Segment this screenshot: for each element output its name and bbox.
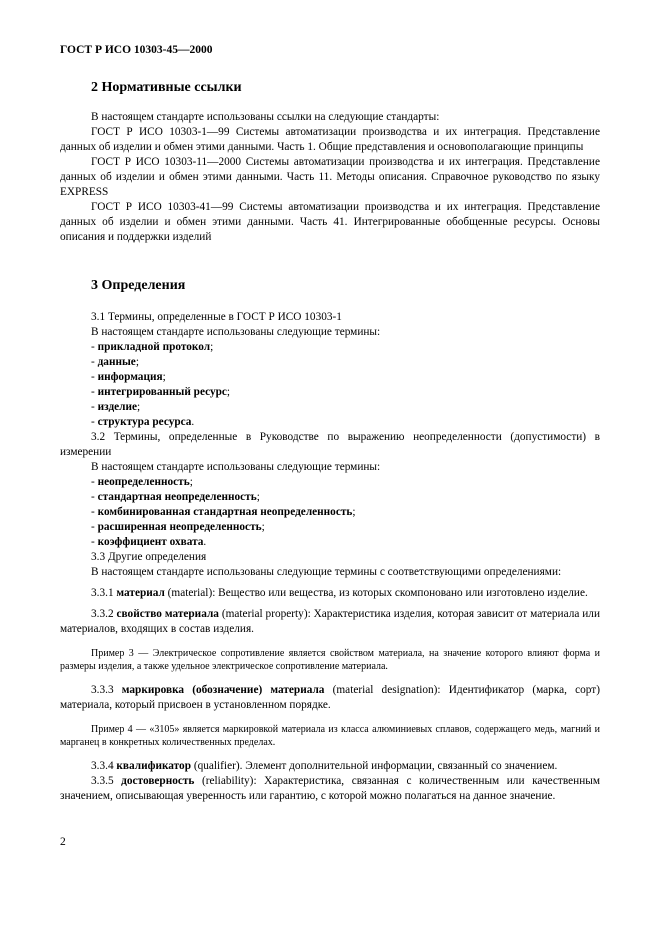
definition-3-3-2: 3.3.2 свойство материала (material property): Характеристика изделия, которая зависит от материала или материалов, входящих в состав изделия. (60, 608, 600, 635)
definition-3-3-4: 3.3.4 квалификатор (qualifier). Элемент дополнительной информации, связанный со значением. (91, 760, 558, 772)
section-3-body (60, 310, 600, 804)
subsection-3-2-heading: 3.2 Термины, определенные в Руководстве по выражению неопределенности (допустимости) в измерении (60, 431, 600, 458)
subsection-3-1-heading: 3.1 Термины, определенные в ГОСТ Р ИСО 10303-1 (91, 311, 342, 323)
definition-3-3-3: 3.3.3 маркировка (обозначение) материала (material designation): Идентификатор (марка, сорт) материала, который присвоен в установленном порядке. (60, 684, 600, 711)
term-item: - изделие; (91, 401, 141, 413)
terms-list-3-2 (60, 475, 600, 550)
subsection-3-1-intro: В настоящем стандарте использованы следующие термины: (91, 326, 381, 338)
term-item: - интегрированный ресурс; (91, 386, 231, 398)
section-2-intro: В настоящем стандарте использованы ссылки на следующие стандарты: (91, 111, 440, 123)
reference-item: ГОСТ Р ИСО 10303-41—99 Системы автоматизации производства и их интеграция. Представление данных об изделии и обмен этими данными. Часть 41. Интегрированные обобщенные ресурсы. Основы описания и поддержки изделий (60, 201, 600, 243)
subsection-3-3-heading: 3.3 Другие определения (91, 551, 207, 563)
subsection-3-2-intro: В настоящем стандарте использованы следующие термины: (91, 461, 381, 473)
section-3-title: 3 Определения (91, 278, 186, 293)
term-item: - информация; (91, 371, 166, 383)
running-header: ГОСТ Р ИСО 10303-45—2000 (60, 44, 213, 56)
section-2-body (60, 110, 600, 245)
term-item: - данные; (91, 356, 139, 368)
reference-item: ГОСТ Р ИСО 10303-1—99 Системы автоматизации производства и их интеграция. Представление данных об изделии и обмен этими данными. Часть 1. Общие представления и основополагающие принципы (60, 126, 600, 153)
term-item: - неопределенность; (91, 476, 193, 488)
term-item: - комбинированная стандартная неопределенность; (91, 506, 356, 518)
example-3: Пример 3 — Электрическое сопротивление является свойством материала, на значение которого влияют форма и размеры изделия, а также удельное электрическое сопротивление материала. (60, 648, 600, 672)
definition-3-3-1: 3.3.1 материал (material): Вещество или вещества, из которых скомпоновано или изготовлено изделие. (91, 587, 588, 599)
terms-list-3-1 (60, 340, 600, 430)
definition-3-3-5: 3.3.5 достоверность (reliability): Характеристика, связанная с количественным или качественным значением, описывающая уверенность или гарантию, с которой можно полагаться на данное значение. (60, 775, 600, 802)
reference-item: ГОСТ Р ИСО 10303-11—2000 Системы автоматизации производства и их интеграция. Представление данных об изделии и обмен этими данными. Часть 11. Методы описания. Справочное руководство по языку EXPRESS (60, 156, 600, 198)
term-item: - расширенная неопределенность; (91, 521, 265, 533)
page-number: 2 (60, 836, 66, 848)
term-item: - структура ресурса. (91, 416, 195, 428)
term-item: - коэффициент охвата. (91, 536, 207, 548)
subsection-3-3-intro: В настоящем стандарте использованы следующие термины с соответствующими определениями: (91, 566, 562, 578)
section-2-title: 2 Нормативные ссылки (91, 80, 242, 95)
example-4: Пример 4 — «3105» является маркировкой материала из класса алюминиевых сплавов, содержащего медь, магний и марганец в конкретных количественных пределах. (60, 724, 600, 748)
term-item: - прикладной протокол; (91, 341, 214, 353)
term-item: - стандартная неопределенность; (91, 491, 260, 503)
